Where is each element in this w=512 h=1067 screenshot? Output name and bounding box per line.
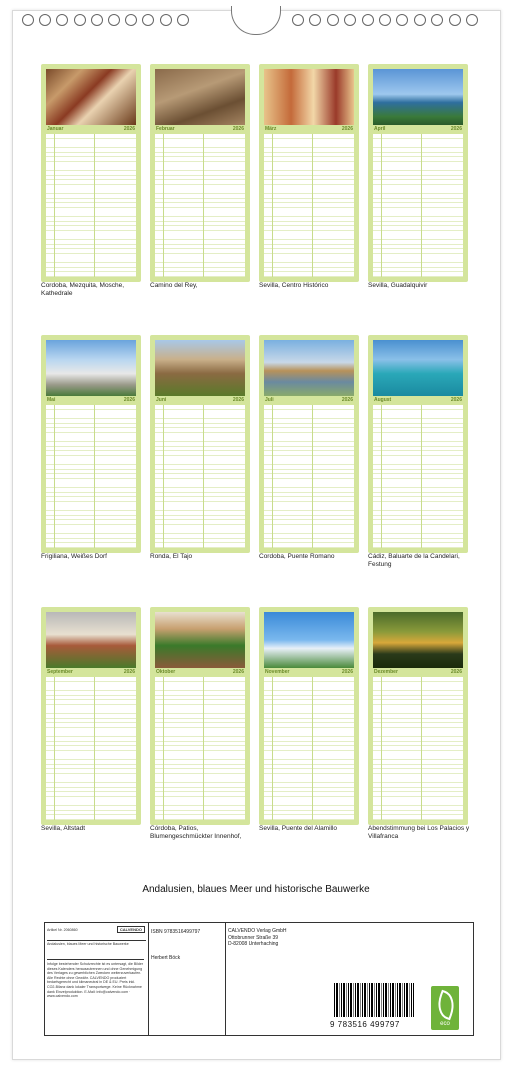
- binding-hole: [292, 14, 304, 26]
- binding-hole: [74, 14, 86, 26]
- photo-caption: Sevilla, Altstadt: [41, 825, 86, 832]
- binding-hole: [362, 14, 374, 26]
- publisher-city: D-82008 Unterhaching: [228, 941, 279, 947]
- binding-hole: [379, 14, 391, 26]
- barcode-icon: [334, 983, 414, 1017]
- eco-label: eco: [440, 1021, 450, 1027]
- month-year: 2026: [232, 669, 244, 675]
- photo-caption: Sevilla, Guadalquivir: [368, 282, 428, 289]
- month-header: [46, 396, 136, 404]
- month-name: März: [265, 126, 277, 132]
- author: Herbert Böck: [151, 955, 181, 961]
- binding-hole: [309, 14, 321, 26]
- photo-caption: Cordoba, Mezquita, Mosche, Kathedrale: [41, 282, 125, 297]
- binding-hole: [327, 14, 339, 26]
- month-name: Februar: [156, 126, 175, 132]
- binding-hole: [466, 14, 478, 26]
- day-grid: [155, 134, 245, 277]
- month-name: Juni: [156, 397, 167, 403]
- binding-hole: [414, 14, 426, 26]
- month-year: 2026: [450, 397, 462, 403]
- publisher-name: CALVENDO Verlag GmbH: [228, 928, 287, 934]
- binding-hole: [142, 14, 154, 26]
- photo-gorge-bridge: [155, 340, 245, 396]
- eco-badge: [431, 986, 459, 1030]
- photo-sunset-tree: [373, 612, 463, 668]
- month-year: 2026: [450, 669, 462, 675]
- month-name: August: [374, 397, 392, 403]
- month-name: Dezember: [374, 669, 398, 675]
- photo-caption: Cordoba, Puente Romano: [259, 553, 335, 560]
- photo-caption: Sevilla, Centro Histórico: [259, 282, 329, 289]
- month-header: [155, 396, 245, 404]
- month-year: 2026: [232, 397, 244, 403]
- photo-rock-cliff: [155, 69, 245, 125]
- binding-hole: [125, 14, 137, 26]
- month-header: [264, 125, 354, 133]
- month-header: [373, 396, 463, 404]
- month-card: [259, 335, 359, 553]
- photo-patio: [155, 612, 245, 668]
- month-year: 2026: [341, 397, 353, 403]
- photo-old-town-alley: [46, 612, 136, 668]
- day-grid: [373, 405, 463, 548]
- leaf-icon: [433, 990, 459, 1021]
- calvendo-logo: CALVENDO: [117, 926, 145, 933]
- month-header: [155, 125, 245, 133]
- day-grid: [373, 677, 463, 820]
- month-year: 2026: [232, 126, 244, 132]
- day-grid: [46, 134, 136, 277]
- month-header: [373, 668, 463, 676]
- photo-caption: Sevilla, Puente del Alamillo: [259, 825, 338, 832]
- month-name: Januar: [47, 126, 64, 132]
- photo-caption: Frigiliana, Weißes Dorf: [41, 553, 107, 560]
- binding-hole: [91, 14, 103, 26]
- day-grid: [264, 677, 354, 820]
- photo-caption: Ronda, El Tajo: [150, 553, 193, 560]
- photo-caption: Cádiz, Baluarte de la Candelari, Festung: [368, 553, 460, 568]
- day-grid: [46, 405, 136, 548]
- day-grid: [264, 405, 354, 548]
- binding-hole: [160, 14, 172, 26]
- month-year: 2026: [450, 126, 462, 132]
- publisher-address: [228, 928, 287, 948]
- month-card: [41, 64, 141, 282]
- photo-harbour-boats: [373, 340, 463, 396]
- photo-caption: Córdoba, Patios, Blumengeschmückter Innenhof,: [150, 825, 242, 840]
- binding-hole: [22, 14, 34, 26]
- binding-hole: [39, 14, 51, 26]
- month-card: [41, 607, 141, 825]
- binding-hole: [431, 14, 443, 26]
- month-name: September: [47, 669, 73, 675]
- month-year: 2026: [123, 397, 135, 403]
- month-header: [46, 668, 136, 676]
- barcode-number: 9 783516 499797: [330, 1020, 400, 1029]
- month-card: [150, 64, 250, 282]
- day-grid: [373, 134, 463, 277]
- month-name: Oktober: [156, 669, 176, 675]
- photo-mosque-arches: [46, 69, 136, 125]
- month-header: [373, 125, 463, 133]
- month-header: [264, 668, 354, 676]
- product-subtitle: Andalusien, blaues Meer und historische Bauwerke: [47, 940, 146, 946]
- photo-river: [373, 69, 463, 125]
- binding-hole: [56, 14, 68, 26]
- month-card: [368, 335, 468, 553]
- binding-hole: [396, 14, 408, 26]
- photo-street-balconies: [264, 69, 354, 125]
- publisher-street: Ottobrunner Straße 39: [228, 934, 279, 941]
- article-number: Artikel Nr. 2060860: [47, 928, 78, 932]
- info-column-right: [226, 923, 472, 1035]
- legal-text: Infolge bestehender Schutzrechte ist es untersagt, die Bilder dieses Kalenders herauszutrennen und ohne Genehmigung des Verlages zu gewerblichen Zwecken weiterzuverkaufen. Alle Rechte ohne Gewähr. CALVENDO produziert bedarfsgerecht und klimaneutral in DE & EU. Preis inkl. CO2-Bilanz dank lokaler Transportwege. Keine Rücknahme dank Einzelproduktion. E-Mail: info@calvendo.com · www.calvendo.com: [47, 959, 144, 999]
- month-card: [41, 335, 141, 553]
- binding-hole: [449, 14, 461, 26]
- month-name: November: [265, 669, 290, 675]
- month-name: Juli: [265, 397, 274, 403]
- month-card: [150, 335, 250, 553]
- day-grid: [155, 677, 245, 820]
- photo-bridge-pylon: [264, 612, 354, 668]
- info-column-left: [45, 923, 149, 1035]
- month-card: [150, 607, 250, 825]
- month-year: 2026: [123, 669, 135, 675]
- photo-white-village: [46, 340, 136, 396]
- binding-hole: [344, 14, 356, 26]
- month-header: [264, 396, 354, 404]
- month-year: 2026: [341, 669, 353, 675]
- day-grid: [46, 677, 136, 820]
- day-grid: [264, 134, 354, 277]
- month-name: Mai: [47, 397, 56, 403]
- month-card: [368, 64, 468, 282]
- photo-caption: Abendstimmung bei Los Palacios y Villafranca: [368, 825, 470, 840]
- month-card: [259, 64, 359, 282]
- month-card: [368, 607, 468, 825]
- month-header: [155, 668, 245, 676]
- binding-hole: [108, 14, 120, 26]
- month-name: April: [374, 126, 386, 132]
- month-header: [46, 125, 136, 133]
- info-column-middle: [149, 923, 226, 1035]
- month-card: [259, 607, 359, 825]
- day-grid: [155, 405, 245, 548]
- calendar-title: Andalusien, blaues Meer und historische Bauwerke: [142, 884, 370, 895]
- binding-hole: [177, 14, 189, 26]
- photo-caption: Camino del Rey,: [150, 282, 198, 289]
- product-info-box: [44, 922, 474, 1036]
- month-year: 2026: [123, 126, 135, 132]
- photo-roman-bridge: [264, 340, 354, 396]
- isbn: ISBN 9783516499797: [151, 929, 201, 935]
- month-year: 2026: [341, 126, 353, 132]
